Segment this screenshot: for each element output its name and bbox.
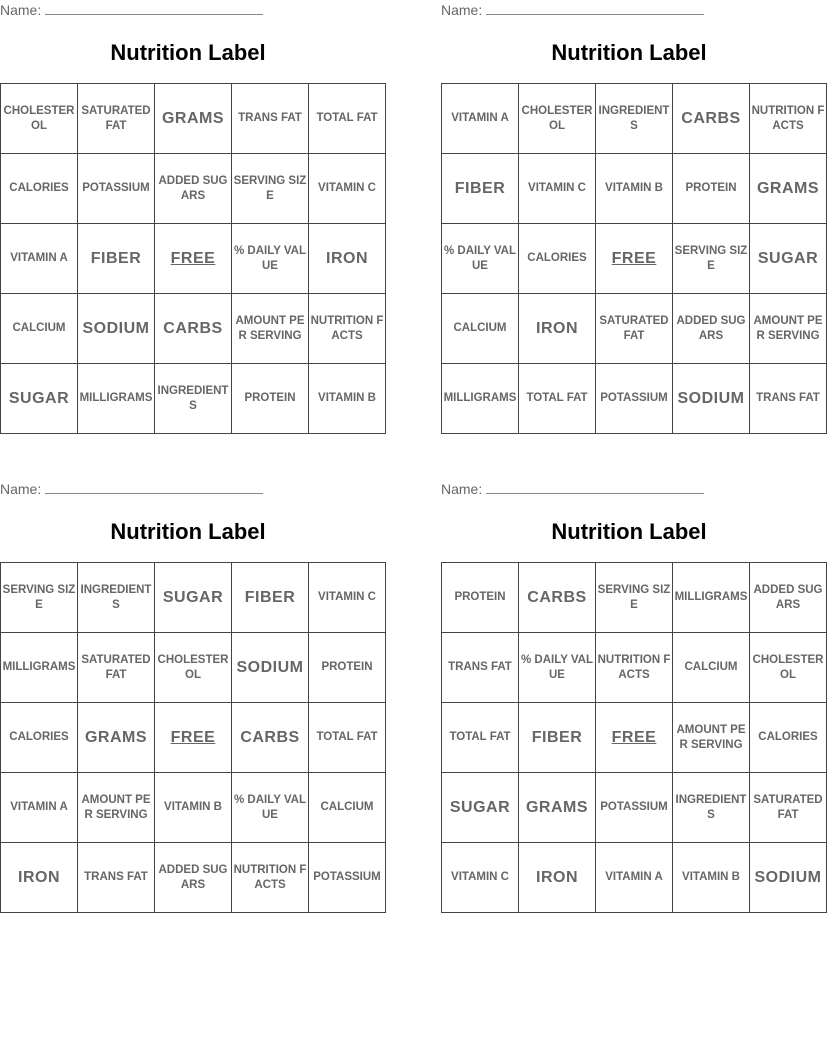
bingo-cell[interactable]: TRANS FAT xyxy=(442,633,519,703)
bingo-cell[interactable]: CALORIES xyxy=(1,703,78,773)
bingo-cell[interactable]: TOTAL FAT xyxy=(309,703,386,773)
bingo-cell[interactable]: NUTRITION FACTS xyxy=(596,633,673,703)
bingo-cell[interactable]: IRON xyxy=(519,843,596,913)
bingo-cell[interactable]: CALCIUM xyxy=(673,633,750,703)
bingo-cell[interactable]: AMOUNT PER SERVING xyxy=(232,294,309,364)
name-label: Name: xyxy=(441,481,483,497)
name-line[interactable] xyxy=(486,2,704,15)
bingo-cell[interactable]: CARBS xyxy=(673,84,750,154)
bingo-cell[interactable]: GRAMS xyxy=(519,773,596,843)
bingo-cell[interactable]: TRANS FAT xyxy=(750,364,827,434)
bingo-cell[interactable]: VITAMIN B xyxy=(155,773,232,843)
bingo-cell[interactable]: TOTAL FAT xyxy=(442,703,519,773)
bingo-row xyxy=(442,294,827,364)
bingo-grid xyxy=(441,83,827,434)
bingo-cell[interactable]: INGREDIENTS xyxy=(78,563,155,633)
bingo-cell[interactable]: CALORIES xyxy=(1,154,78,224)
bingo-cell[interactable]: INGREDIENTS xyxy=(673,773,750,843)
bingo-row xyxy=(442,154,827,224)
bingo-cell[interactable]: VITAMIN B xyxy=(309,364,386,434)
bingo-cell[interactable]: ADDED SUGARS xyxy=(750,563,827,633)
bingo-cell[interactable]: VITAMIN A xyxy=(442,84,519,154)
bingo-row xyxy=(1,773,386,843)
bingo-row xyxy=(442,703,827,773)
bingo-cell[interactable]: SATURATED FAT xyxy=(78,633,155,703)
bingo-row xyxy=(442,364,827,434)
bingo-cell[interactable]: SATURATED FAT xyxy=(78,84,155,154)
bingo-cell[interactable]: PROTEIN xyxy=(673,154,750,224)
bingo-cell[interactable]: CARBS xyxy=(155,294,232,364)
bingo-cell[interactable]: NUTRITION FACTS xyxy=(309,294,386,364)
bingo-cell[interactable]: IRON xyxy=(309,224,386,294)
bingo-cell[interactable]: % DAILY VALUE xyxy=(232,773,309,843)
bingo-cell[interactable]: POTASSIUM xyxy=(78,154,155,224)
bingo-cell[interactable]: SERVING SIZE xyxy=(596,563,673,633)
bingo-cell[interactable]: FIBER xyxy=(78,224,155,294)
bingo-row xyxy=(1,563,386,633)
card-title: Nutrition Label xyxy=(551,519,707,544)
free-space[interactable]: FREE xyxy=(155,703,232,773)
bingo-cell[interactable]: POTASSIUM xyxy=(596,773,673,843)
bingo-grid xyxy=(0,83,386,434)
bingo-cell[interactable]: PROTEIN xyxy=(309,633,386,703)
bingo-cell[interactable]: AMOUNT PER SERVING xyxy=(78,773,155,843)
bingo-cell[interactable]: AMOUNT PER SERVING xyxy=(673,703,750,773)
bingo-row xyxy=(442,224,827,294)
bingo-cell[interactable]: SERVING SIZE xyxy=(1,563,78,633)
bingo-cell[interactable]: TOTAL FAT xyxy=(519,364,596,434)
bingo-cell[interactable]: % DAILY VALUE xyxy=(232,224,309,294)
bingo-row xyxy=(442,633,827,703)
bingo-row xyxy=(442,563,827,633)
bingo-cell[interactable]: CALCIUM xyxy=(1,294,78,364)
bingo-cell[interactable]: SODIUM xyxy=(673,364,750,434)
bingo-cell[interactable]: POTASSIUM xyxy=(309,843,386,913)
bingo-cell[interactable]: % DAILY VALUE xyxy=(442,224,519,294)
name-label: Name: xyxy=(441,2,483,18)
bingo-cell[interactable]: SUGAR xyxy=(1,364,78,434)
bingo-cell[interactable]: SODIUM xyxy=(232,633,309,703)
bingo-cell[interactable]: VITAMIN A xyxy=(596,843,673,913)
bingo-cell[interactable]: MILLIGRAMS xyxy=(1,633,78,703)
bingo-cell[interactable]: SATURATED FAT xyxy=(750,773,827,843)
bingo-cell[interactable]: GRAMS xyxy=(750,154,827,224)
bingo-cell[interactable]: AMOUNT PER SERVING xyxy=(750,294,827,364)
bingo-row xyxy=(1,364,386,434)
name-line[interactable] xyxy=(45,2,263,15)
bingo-cell[interactable]: TRANS FAT xyxy=(232,84,309,154)
bingo-cell[interactable]: SODIUM xyxy=(78,294,155,364)
bingo-cell[interactable]: INGREDIENTS xyxy=(155,364,232,434)
bingo-cell[interactable]: MILLIGRAMS xyxy=(442,364,519,434)
bingo-cell[interactable]: CALCIUM xyxy=(309,773,386,843)
bingo-cell[interactable]: TOTAL FAT xyxy=(309,84,386,154)
bingo-cell[interactable]: VITAMIN A xyxy=(1,773,78,843)
bingo-cell[interactable]: CARBS xyxy=(232,703,309,773)
name-field[interactable] xyxy=(441,481,704,497)
bingo-cell[interactable]: SUGAR xyxy=(442,773,519,843)
bingo-cell[interactable]: FIBER xyxy=(442,154,519,224)
bingo-cell[interactable]: POTASSIUM xyxy=(596,364,673,434)
card-title: Nutrition Label xyxy=(551,40,707,65)
bingo-cell[interactable]: CALCIUM xyxy=(442,294,519,364)
bingo-cell[interactable]: GRAMS xyxy=(155,84,232,154)
bingo-cell[interactable]: VITAMIN B xyxy=(596,154,673,224)
bingo-row xyxy=(1,294,386,364)
bingo-cell[interactable]: INGREDIENTS xyxy=(596,84,673,154)
bingo-cell[interactable]: CALORIES xyxy=(750,703,827,773)
bingo-cell[interactable]: ADDED SUGARS xyxy=(155,843,232,913)
card-title: Nutrition Label xyxy=(110,519,266,544)
bingo-grid xyxy=(0,562,386,913)
name-field[interactable] xyxy=(0,481,263,497)
bingo-row xyxy=(1,84,386,154)
free-space[interactable]: FREE xyxy=(155,224,232,294)
bingo-cell[interactable]: CHOLESTEROL xyxy=(519,84,596,154)
bingo-cell[interactable]: SODIUM xyxy=(750,843,827,913)
bingo-cell[interactable]: SERVING SIZE xyxy=(232,154,309,224)
bingo-cell[interactable]: IRON xyxy=(1,843,78,913)
bingo-cell[interactable]: % DAILY VALUE xyxy=(519,633,596,703)
bingo-row xyxy=(1,703,386,773)
bingo-cell[interactable]: SUGAR xyxy=(750,224,827,294)
bingo-cell[interactable]: CALORIES xyxy=(519,224,596,294)
bingo-cell[interactable]: SERVING SIZE xyxy=(673,224,750,294)
bingo-row xyxy=(1,224,386,294)
name-field[interactable] xyxy=(0,2,263,18)
bingo-cell[interactable]: VITAMIN C xyxy=(309,154,386,224)
bingo-cell[interactable]: MILLIGRAMS xyxy=(78,364,155,434)
bingo-cell[interactable]: NUTRITION FACTS xyxy=(750,84,827,154)
bingo-cell[interactable]: MILLIGRAMS xyxy=(673,563,750,633)
bingo-cell[interactable]: FIBER xyxy=(232,563,309,633)
bingo-cell[interactable]: FIBER xyxy=(519,703,596,773)
name-label: Name: xyxy=(0,2,42,18)
bingo-row xyxy=(1,633,386,703)
name-field[interactable] xyxy=(441,2,704,18)
card-title: Nutrition Label xyxy=(110,40,266,65)
bingo-cell[interactable]: TRANS FAT xyxy=(78,843,155,913)
name-line[interactable] xyxy=(486,481,704,494)
bingo-row xyxy=(1,154,386,224)
bingo-cell[interactable]: PROTEIN xyxy=(442,563,519,633)
bingo-cell[interactable]: IRON xyxy=(519,294,596,364)
bingo-cell[interactable]: GRAMS xyxy=(78,703,155,773)
bingo-row xyxy=(442,843,827,913)
bingo-row xyxy=(442,773,827,843)
bingo-cell[interactable]: CHOLESTEROL xyxy=(155,633,232,703)
bingo-cell[interactable]: ADDED SUGARS xyxy=(673,294,750,364)
bingo-cell[interactable]: SUGAR xyxy=(155,563,232,633)
bingo-cell[interactable]: PROTEIN xyxy=(232,364,309,434)
name-label: Name: xyxy=(0,481,42,497)
bingo-grid xyxy=(441,562,827,913)
bingo-row xyxy=(442,84,827,154)
bingo-cell[interactable]: VITAMIN C xyxy=(442,843,519,913)
bingo-cell[interactable]: ADDED SUGARS xyxy=(155,154,232,224)
free-space[interactable]: FREE xyxy=(596,224,673,294)
name-line[interactable] xyxy=(45,481,263,494)
bingo-cell[interactable]: CHOLESTEROL xyxy=(1,84,78,154)
bingo-cell[interactable]: VITAMIN B xyxy=(673,843,750,913)
bingo-cell[interactable]: VITAMIN A xyxy=(1,224,78,294)
bingo-cell[interactable]: VITAMIN C xyxy=(309,563,386,633)
bingo-cell[interactable]: SATURATED FAT xyxy=(596,294,673,364)
bingo-cell[interactable]: NUTRITION FACTS xyxy=(232,843,309,913)
bingo-cell[interactable]: VITAMIN C xyxy=(519,154,596,224)
bingo-cell[interactable]: CARBS xyxy=(519,563,596,633)
bingo-cell[interactable]: CHOLESTEROL xyxy=(750,633,827,703)
bingo-row xyxy=(1,843,386,913)
free-space[interactable]: FREE xyxy=(596,703,673,773)
